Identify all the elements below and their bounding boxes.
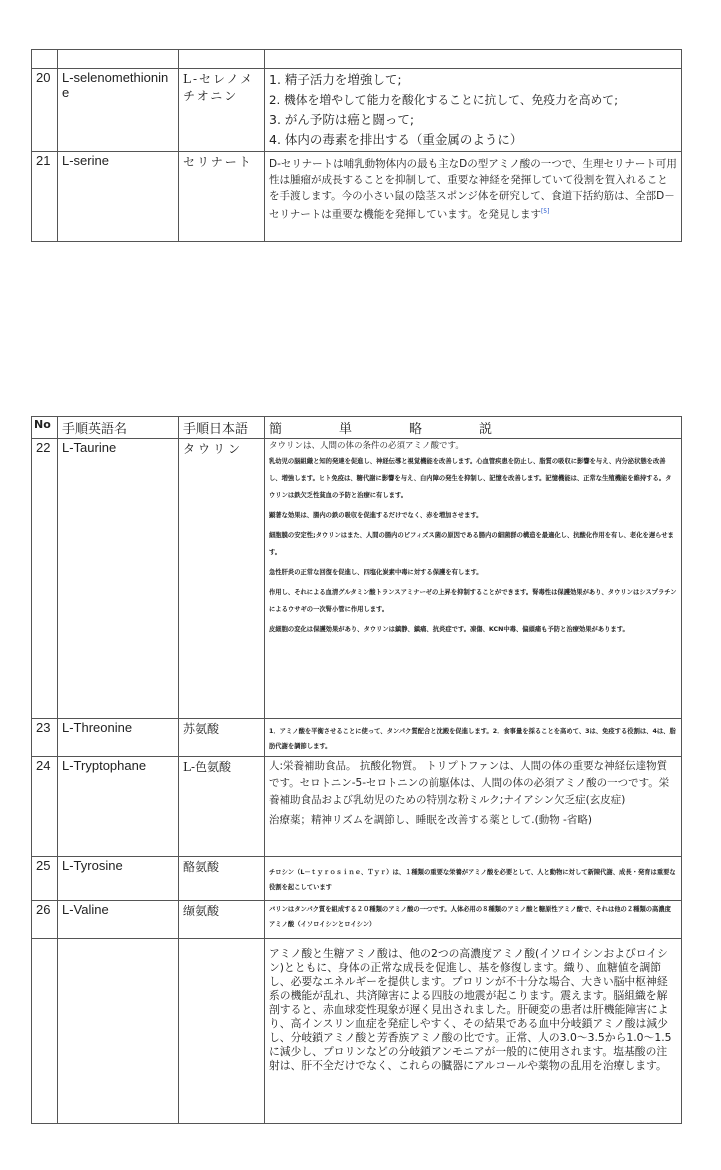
description [265, 439, 682, 719]
row-number: 21 [32, 152, 58, 242]
header-description: 簡 単 略 説 [265, 417, 682, 439]
japanese-name: 酪氨酸 [179, 857, 265, 901]
table-row [32, 857, 682, 901]
japanese-name: 苏氨酸 [179, 719, 265, 757]
table-row [32, 757, 682, 857]
row-number: 20 [32, 69, 58, 152]
description-lead: タウリンは、人間の体の条件の必須アミノ酸です。 [269, 441, 464, 451]
header-no: No [32, 417, 58, 439]
description-paragraph: 皮細胞の変化は保護効果があり、タウリンは鎮静、鎮痛、抗炎症です。凍傷、KCN中毒、偏頭痛も予防と治療効果があります。 [269, 626, 629, 633]
blank-cell [179, 50, 265, 69]
english-name: L-Valine [58, 901, 179, 939]
blank-cell [32, 939, 58, 1124]
table-row [32, 719, 682, 757]
description [265, 69, 682, 152]
table-row-continuation [32, 939, 682, 1124]
header-english: 手順英語名 [58, 417, 179, 439]
description-text: D-セリナートは哺乳動物体内の最も主なDの型アミノ酸の一つで、生理セリナート可用性は腫瘤が成長することを抑制して、重要な神経を発揮していて役割を賀入れることを手渡します。今の小さい鼠の陰茎スポンジ体を研究して、食道下括約筋は、全部D－セリナートは重要な機能を発揮しています。を発見します [269, 158, 677, 221]
description-paragraph: 顕著な効果は、腸内の鉄の吸収を促進するだけでなく、赤を増加させます。 [269, 512, 483, 519]
description-continuation: アミノ酸と生糖アミノ酸は、他の2つの高濃度アミノ酸(イソロイシンおよびロイシン)とともに、身体の正常な成長を促進し、基を修復します。織り、血糖値を調節し、必要なエネルギーを提供します。プロリンが不十分な場合、大きい脳中枢神経系の機能が乱れ、共済障害による四肢の地震が起こります。震えます。脳組織を解剖すると、赤血球変性現象が遅く見出されました。肝硬変の患者は肝機能障害により、高インスリン血症を発症しやすく、その結果である血中分岐鎖アミノ酸は減少し、分岐鎖アミノ酸と芳香族アミノ酸の比です。正常、人の3.0〜3.5から1.0〜1.5に減少し、プロリンなどの分岐鎖アンモニアが一般的に使用されます。塩基酸の注射は、肝不全だけでなく、これらの臓器にアルコールや薬物の乱用を治療します。 [265, 939, 682, 1124]
row-number: 22 [32, 439, 58, 719]
description-paragraph: 乳幼児の脳組織と知的発達を促進し、神経伝導と視覚機能を改善します。心血管疾患を防止し、脂質の吸収に影響を与え、内分泌状態を改善し、増強します。ヒト免疫は、糖代謝に影響を与え、白内障の発生を抑制し、記憶を改善します。記憶機能は、正常な生殖機能を維持する。タウリンは鉄欠乏性貧血の予防と治療に有します。 [269, 458, 672, 499]
table-row [32, 152, 682, 242]
english-name: L-selenomethionine [58, 69, 179, 152]
description: 1．アミノ酸を平衡させることに使って、タンパク質配合と沈殿を促進します。2．食事量を採ることを高めて、3は、免疫する役割は、4は、脂肪代謝を調節します。 [265, 719, 682, 757]
japanese-name: 缬氨酸 [179, 901, 265, 939]
row-number: 25 [32, 857, 58, 901]
table-header-row [32, 417, 682, 439]
table-row [32, 69, 682, 152]
description-paragraph: 細胞膜の安定性;タウリンはまた、人間の腸内のビフィズス菌の原因である腸内の細菌群の構造を最適化し、抗酸化作用を有し、老化を遅らせます。 [269, 532, 674, 556]
row-number: 23 [32, 719, 58, 757]
list-item: 1. 精子活力を増強して; [269, 72, 402, 87]
blank-cell [32, 50, 58, 69]
japanese-name: タウリン [179, 439, 265, 719]
japanese-name: セリナート [179, 152, 265, 242]
description: バリンはタンパク質を組成する２０種類のアミノ酸の一つです。人体必用の８種類のアミノ酸と糖原性アミノ酸で、それは他の２種類の高濃度アミノ酸（イソロイシンとロイシン） [265, 901, 682, 939]
description-paragraph: 作用し、それによる血清グルタミン酸トランスアミナーゼの上昇を抑制することができます。腎毒性は保護効果があり、タウリンはシスプラチンによるウサギの一次腎小管に作用します。 [269, 589, 677, 613]
amino-acid-table-top [31, 49, 682, 242]
table-row-blank [32, 50, 682, 69]
description-text: 人:栄養補助食品。 抗酸化物質。 トリプトファンは、人間の体の重要な神経伝達物質です。セロトニン-5-セロトニンの前駆体は、人間の体の必須アミノ酸の一つです。栄養補助食品および乳幼児のための特別な粉ミルク;ナイアシン欠乏症(玄皮症) [269, 760, 670, 806]
row-number: 26 [32, 901, 58, 939]
reference-link[interactable]: [5] [540, 208, 550, 215]
english-name: L-Tyrosine [58, 857, 179, 901]
table-row [32, 901, 682, 939]
list-item: 2. 機体を増やして能力を酸化することに抗して、免疫力を高めて; [269, 93, 619, 107]
list-item: 3. がん予防は癌と闘って; [269, 112, 415, 127]
japanese-name: L-セレノメチオニン [179, 69, 265, 152]
description [265, 757, 682, 857]
list-item: 4. 体内の毒素を排出する（重金属のように） [269, 132, 523, 147]
row-number: 24 [32, 757, 58, 857]
description-text: 治療薬；精神リズムを調節し、睡眠を改善する薬として.(動物 -省略) [269, 814, 592, 826]
blank-cell [58, 50, 179, 69]
header-japanese: 手順日本語 [179, 417, 265, 439]
english-name: L-serine [58, 152, 179, 242]
japanese-name: L-色氨酸 [179, 757, 265, 857]
blank-cell [179, 939, 265, 1124]
table-row [32, 439, 682, 719]
description [265, 152, 682, 242]
blank-cell [58, 939, 179, 1124]
blank-cell [265, 50, 682, 69]
amino-acid-table-bottom [31, 416, 682, 1124]
description: チロシン（L－ｔｙｒｏｓｉｎｅ、Ｔｙｒ）は、１種類の重要な栄養がアミノ酸を必要として、人と動物に対して新陳代謝、成長・発育は重要な役割を起こしています [265, 857, 682, 901]
description-paragraph: 急性肝炎の正常な回復を促進し、四塩化炭素中毒に対する保護を有します。 [269, 569, 483, 576]
english-name: L-Taurine [58, 439, 179, 719]
english-name: L-Tryptophane [58, 757, 179, 857]
english-name: L-Threonine [58, 719, 179, 757]
